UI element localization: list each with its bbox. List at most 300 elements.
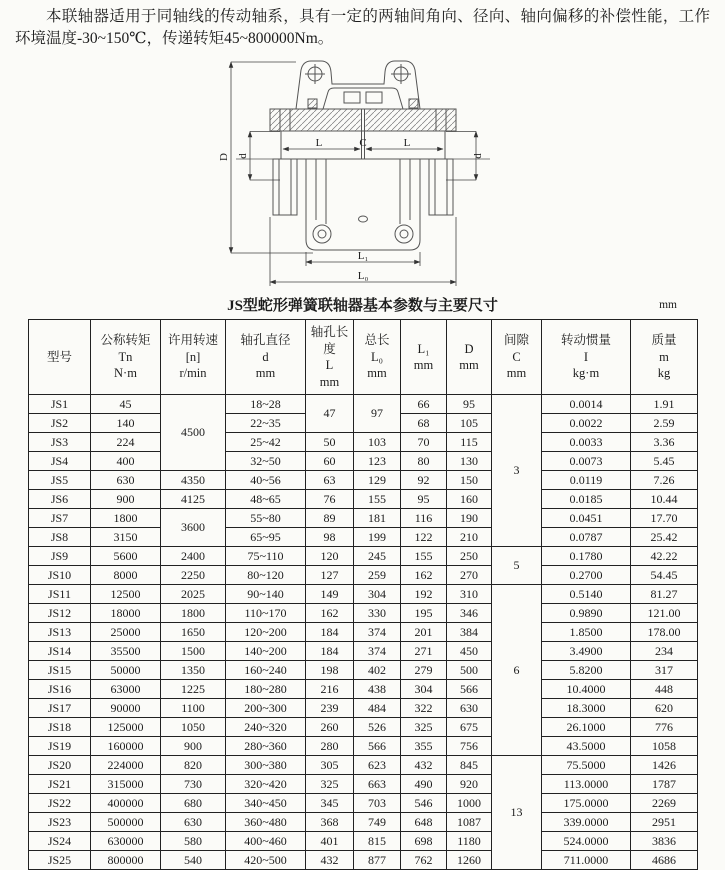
cell-bore-len: 89 bbox=[306, 509, 354, 528]
cell-l1: 116 bbox=[401, 509, 447, 528]
cell-inertia: 10.4000 bbox=[542, 680, 631, 699]
cell-total-len: 245 bbox=[354, 547, 401, 566]
cell-inertia: 0.0014 bbox=[542, 395, 631, 414]
cell-inertia: 0.0033 bbox=[542, 433, 631, 452]
cell-torque: 160000 bbox=[91, 737, 161, 756]
cell-d-out: 310 bbox=[447, 585, 492, 604]
table-row bbox=[29, 794, 698, 813]
cell-total-len: 663 bbox=[354, 775, 401, 794]
cell-model: JS24 bbox=[29, 832, 91, 851]
cell-speed: 680 bbox=[161, 794, 226, 813]
cell-bore-len: 239 bbox=[306, 699, 354, 718]
cell-gap: 5 bbox=[492, 547, 542, 585]
table-row bbox=[29, 585, 698, 604]
cell-speed: 1225 bbox=[161, 680, 226, 699]
cell-total-len: 438 bbox=[354, 680, 401, 699]
cell-mass: 1787 bbox=[631, 775, 698, 794]
cell-bore-len: 325 bbox=[306, 775, 354, 794]
cell-speed: 1500 bbox=[161, 642, 226, 661]
cell-l1: 762 bbox=[401, 851, 447, 870]
cell-bore-len: 50 bbox=[306, 433, 354, 452]
cell-mass: 121.00 bbox=[631, 604, 698, 623]
cell-inertia: 0.0022 bbox=[542, 414, 631, 433]
cell-bore-dia: 55~80 bbox=[226, 509, 306, 528]
cell-d-out: 210 bbox=[447, 528, 492, 547]
table-row bbox=[29, 661, 698, 680]
cell-total-len: 123 bbox=[354, 452, 401, 471]
cell-model: JS12 bbox=[29, 604, 91, 623]
cell-bore-len: 149 bbox=[306, 585, 354, 604]
cell-bore-len: 98 bbox=[306, 528, 354, 547]
cell-l1: 66 bbox=[401, 395, 447, 414]
cell-d-out: 1000 bbox=[447, 794, 492, 813]
cell-l1: 192 bbox=[401, 585, 447, 604]
cell-torque: 630000 bbox=[91, 832, 161, 851]
cell-speed: 730 bbox=[161, 775, 226, 794]
cell-model: JS9 bbox=[29, 547, 91, 566]
cell-l1: 432 bbox=[401, 756, 447, 775]
cell-inertia: 0.0787 bbox=[542, 528, 631, 547]
cell-model: JS21 bbox=[29, 775, 91, 794]
cell-torque: 5600 bbox=[91, 547, 161, 566]
cell-mass: 42.22 bbox=[631, 547, 698, 566]
cell-total-len: 374 bbox=[354, 623, 401, 642]
cell-d-out: 675 bbox=[447, 718, 492, 737]
table-row bbox=[29, 490, 698, 509]
cell-mass: 1.91 bbox=[631, 395, 698, 414]
cell-bore-dia: 340~450 bbox=[226, 794, 306, 813]
cell-speed: 1650 bbox=[161, 623, 226, 642]
cell-total-len: 566 bbox=[354, 737, 401, 756]
table-row bbox=[29, 509, 698, 528]
cell-l1: 648 bbox=[401, 813, 447, 832]
cell-speed: 4500 bbox=[161, 395, 226, 471]
table-row bbox=[29, 642, 698, 661]
cell-l1: 95 bbox=[401, 490, 447, 509]
cell-model: JS20 bbox=[29, 756, 91, 775]
table-row bbox=[29, 775, 698, 794]
cell-l1: 355 bbox=[401, 737, 447, 756]
cell-l1: 304 bbox=[401, 680, 447, 699]
cell-mass: 3836 bbox=[631, 832, 698, 851]
table-row bbox=[29, 471, 698, 490]
cell-bore-dia: 90~140 bbox=[226, 585, 306, 604]
cell-bore-len: 184 bbox=[306, 623, 354, 642]
cell-mass: 4686 bbox=[631, 851, 698, 870]
cell-torque: 50000 bbox=[91, 661, 161, 680]
cell-l1: 122 bbox=[401, 528, 447, 547]
table-row bbox=[29, 604, 698, 623]
cell-model: JS14 bbox=[29, 642, 91, 661]
cell-torque: 224000 bbox=[91, 756, 161, 775]
cell-speed: 580 bbox=[161, 832, 226, 851]
cell-inertia: 43.5000 bbox=[542, 737, 631, 756]
dim-label-L-right: L bbox=[403, 137, 411, 149]
cell-bore-len: 162 bbox=[306, 604, 354, 623]
cell-inertia: 5.8200 bbox=[542, 661, 631, 680]
cell-mass: 3.36 bbox=[631, 433, 698, 452]
cell-d-out: 384 bbox=[447, 623, 492, 642]
cell-inertia: 339.0000 bbox=[542, 813, 631, 832]
col-header-model: 型号 bbox=[29, 320, 91, 395]
cell-mass: 5.45 bbox=[631, 452, 698, 471]
cell-bore-len: 60 bbox=[306, 452, 354, 471]
cell-inertia: 26.1000 bbox=[542, 718, 631, 737]
cell-l1: 155 bbox=[401, 547, 447, 566]
table-row bbox=[29, 623, 698, 642]
cell-torque: 12500 bbox=[91, 585, 161, 604]
cell-total-len: 484 bbox=[354, 699, 401, 718]
cell-mass: 7.26 bbox=[631, 471, 698, 490]
cell-l1: 271 bbox=[401, 642, 447, 661]
table-row bbox=[29, 566, 698, 585]
cell-bore-len: 345 bbox=[306, 794, 354, 813]
table-row bbox=[29, 528, 698, 547]
cell-bore-dia: 18~28 bbox=[226, 395, 306, 414]
dim-label-D: D bbox=[218, 153, 230, 161]
cell-speed: 2400 bbox=[161, 547, 226, 566]
cell-mass: 2.59 bbox=[631, 414, 698, 433]
cell-model: JS16 bbox=[29, 680, 91, 699]
cell-inertia: 0.2700 bbox=[542, 566, 631, 585]
col-header-bore-len: 轴孔长度 L mm bbox=[306, 320, 354, 395]
cell-bore-dia: 360~480 bbox=[226, 813, 306, 832]
cell-torque: 35500 bbox=[91, 642, 161, 661]
cell-torque: 125000 bbox=[91, 718, 161, 737]
cell-total-len: 815 bbox=[354, 832, 401, 851]
cell-torque: 400000 bbox=[91, 794, 161, 813]
cell-model: JS8 bbox=[29, 528, 91, 547]
cell-mass: 1426 bbox=[631, 756, 698, 775]
cell-d-out: 346 bbox=[447, 604, 492, 623]
cell-total-len: 374 bbox=[354, 642, 401, 661]
col-header-speed: 许用转速 [n] r/min bbox=[161, 320, 226, 395]
cell-mass: 17.70 bbox=[631, 509, 698, 528]
cell-bore-len: 63 bbox=[306, 471, 354, 490]
col-header-mass: 质量 m kg bbox=[631, 320, 698, 395]
cell-total-len: 199 bbox=[354, 528, 401, 547]
cell-speed: 2025 bbox=[161, 585, 226, 604]
cell-speed: 900 bbox=[161, 737, 226, 756]
cell-bore-len: 127 bbox=[306, 566, 354, 585]
table-row bbox=[29, 699, 698, 718]
table-row bbox=[29, 813, 698, 832]
cell-model: JS18 bbox=[29, 718, 91, 737]
col-header-inertia: 转动惯量 I kg·m bbox=[542, 320, 631, 395]
cell-bore-dia: 300~380 bbox=[226, 756, 306, 775]
cell-total-len: 703 bbox=[354, 794, 401, 813]
dim-label-d-left: d bbox=[237, 153, 249, 159]
cell-l1: 70 bbox=[401, 433, 447, 452]
cell-total-len: 155 bbox=[354, 490, 401, 509]
cell-inertia: 3.4900 bbox=[542, 642, 631, 661]
cell-speed: 540 bbox=[161, 851, 226, 870]
cell-bore-dia: 120~200 bbox=[226, 623, 306, 642]
cell-bore-len: 76 bbox=[306, 490, 354, 509]
cell-inertia: 0.9890 bbox=[542, 604, 631, 623]
cell-d-out: 756 bbox=[447, 737, 492, 756]
cell-bore-dia: 22~35 bbox=[226, 414, 306, 433]
cell-bore-dia: 200~300 bbox=[226, 699, 306, 718]
cell-inertia: 18.3000 bbox=[542, 699, 631, 718]
cell-bore-dia: 65~95 bbox=[226, 528, 306, 547]
cell-model: JS3 bbox=[29, 433, 91, 452]
cell-total-len: 877 bbox=[354, 851, 401, 870]
cell-inertia: 0.0073 bbox=[542, 452, 631, 471]
cell-speed: 4350 bbox=[161, 471, 226, 490]
cell-bore-dia: 110~170 bbox=[226, 604, 306, 623]
cell-bore-dia: 140~200 bbox=[226, 642, 306, 661]
cell-l1: 80 bbox=[401, 452, 447, 471]
cell-torque: 224 bbox=[91, 433, 161, 452]
dim-label-d-right: d bbox=[472, 153, 484, 159]
cell-torque: 1800 bbox=[91, 509, 161, 528]
cell-mass: 776 bbox=[631, 718, 698, 737]
cell-inertia: 175.0000 bbox=[542, 794, 631, 813]
table-title-row bbox=[0, 296, 725, 316]
cell-model: JS17 bbox=[29, 699, 91, 718]
cell-d-out: 1180 bbox=[447, 832, 492, 851]
cell-d-out: 566 bbox=[447, 680, 492, 699]
table-title: JS型蛇形弹簧联轴器基本参数与主要尺寸 bbox=[227, 298, 498, 314]
table-row bbox=[29, 756, 698, 775]
cell-d-out: 450 bbox=[447, 642, 492, 661]
cell-speed: 2250 bbox=[161, 566, 226, 585]
cell-model: JS7 bbox=[29, 509, 91, 528]
cell-gap: 6 bbox=[492, 585, 542, 756]
col-header-torque: 公称转矩 Tn N·m bbox=[91, 320, 161, 395]
cell-inertia: 711.0000 bbox=[542, 851, 631, 870]
cell-model: JS6 bbox=[29, 490, 91, 509]
cell-total-len: 181 bbox=[354, 509, 401, 528]
cell-speed: 820 bbox=[161, 756, 226, 775]
cell-speed: 630 bbox=[161, 813, 226, 832]
cell-inertia: 0.0119 bbox=[542, 471, 631, 490]
cell-torque: 90000 bbox=[91, 699, 161, 718]
cell-mass: 178.00 bbox=[631, 623, 698, 642]
cell-bore-dia: 40~56 bbox=[226, 471, 306, 490]
cell-d-out: 500 bbox=[447, 661, 492, 680]
dim-label-L-left: L bbox=[315, 137, 323, 149]
cell-d-out: 920 bbox=[447, 775, 492, 794]
table-row bbox=[29, 680, 698, 699]
coupling-outline bbox=[236, 61, 490, 250]
cell-d-out: 845 bbox=[447, 756, 492, 775]
cell-model: JS11 bbox=[29, 585, 91, 604]
cell-bore-dia: 48~65 bbox=[226, 490, 306, 509]
cell-l1: 68 bbox=[401, 414, 447, 433]
cell-bore-dia: 75~110 bbox=[226, 547, 306, 566]
cell-bore-dia: 25~42 bbox=[226, 433, 306, 452]
cell-speed: 1050 bbox=[161, 718, 226, 737]
cell-bore-len: 305 bbox=[306, 756, 354, 775]
cell-bore-len: 368 bbox=[306, 813, 354, 832]
cell-total-len: 97 bbox=[354, 395, 401, 433]
cell-mass: 1058 bbox=[631, 737, 698, 756]
cell-model: JS15 bbox=[29, 661, 91, 680]
cell-speed: 1100 bbox=[161, 699, 226, 718]
table-unit-label: mm bbox=[659, 299, 677, 311]
cell-bore-dia: 32~50 bbox=[226, 452, 306, 471]
cell-total-len: 526 bbox=[354, 718, 401, 737]
cell-torque: 140 bbox=[91, 414, 161, 433]
coupling-drawing-area bbox=[0, 52, 725, 294]
col-header-total-len: 总长 L₀ mm bbox=[354, 320, 401, 395]
cell-gap: 3 bbox=[492, 395, 542, 547]
cell-torque: 8000 bbox=[91, 566, 161, 585]
cell-l1: 322 bbox=[401, 699, 447, 718]
coupling-drawing bbox=[218, 52, 508, 294]
cell-mass: 448 bbox=[631, 680, 698, 699]
cell-torque: 400 bbox=[91, 452, 161, 471]
dim-label-L0: L₀ bbox=[357, 270, 369, 282]
cell-torque: 800000 bbox=[91, 851, 161, 870]
cell-torque: 900 bbox=[91, 490, 161, 509]
cell-inertia: 75.5000 bbox=[542, 756, 631, 775]
cell-mass: 620 bbox=[631, 699, 698, 718]
cell-bore-dia: 400~460 bbox=[226, 832, 306, 851]
cell-mass: 2269 bbox=[631, 794, 698, 813]
cell-inertia: 113.0000 bbox=[542, 775, 631, 794]
cell-l1: 698 bbox=[401, 832, 447, 851]
cell-mass: 25.42 bbox=[631, 528, 698, 547]
cell-l1: 92 bbox=[401, 471, 447, 490]
spec-table bbox=[28, 319, 698, 870]
cell-inertia: 0.0185 bbox=[542, 490, 631, 509]
cell-model: JS2 bbox=[29, 414, 91, 433]
cell-bore-len: 184 bbox=[306, 642, 354, 661]
cell-torque: 630 bbox=[91, 471, 161, 490]
col-header-d-out: D mm bbox=[447, 320, 492, 395]
cell-total-len: 623 bbox=[354, 756, 401, 775]
cell-total-len: 304 bbox=[354, 585, 401, 604]
dimension-lines bbox=[231, 62, 476, 286]
cell-bore-len: 432 bbox=[306, 851, 354, 870]
cell-d-out: 630 bbox=[447, 699, 492, 718]
dim-label-L1: L₁ bbox=[357, 250, 369, 262]
cell-l1: 279 bbox=[401, 661, 447, 680]
cell-inertia: 0.0451 bbox=[542, 509, 631, 528]
cell-mass: 54.45 bbox=[631, 566, 698, 585]
table-row bbox=[29, 718, 698, 737]
cell-d-out: 95 bbox=[447, 395, 492, 414]
table-row bbox=[29, 547, 698, 566]
cell-model: JS22 bbox=[29, 794, 91, 813]
cell-speed: 3600 bbox=[161, 509, 226, 547]
cell-inertia: 524.0000 bbox=[542, 832, 631, 851]
cell-total-len: 259 bbox=[354, 566, 401, 585]
cell-bore-dia: 80~120 bbox=[226, 566, 306, 585]
cell-mass: 317 bbox=[631, 661, 698, 680]
cell-torque: 25000 bbox=[91, 623, 161, 642]
cell-d-out: 150 bbox=[447, 471, 492, 490]
col-header-bore-dia: 轴孔直径 d mm bbox=[226, 320, 306, 395]
table-row bbox=[29, 395, 698, 414]
cell-d-out: 105 bbox=[447, 414, 492, 433]
cell-d-out: 1087 bbox=[447, 813, 492, 832]
cell-bore-len: 120 bbox=[306, 547, 354, 566]
table-row bbox=[29, 851, 698, 870]
cell-bore-dia: 240~320 bbox=[226, 718, 306, 737]
cell-bore-dia: 280~360 bbox=[226, 737, 306, 756]
cell-model: JS5 bbox=[29, 471, 91, 490]
cell-inertia: 1.8500 bbox=[542, 623, 631, 642]
table-row bbox=[29, 737, 698, 756]
cell-speed: 1350 bbox=[161, 661, 226, 680]
cell-total-len: 129 bbox=[354, 471, 401, 490]
cell-mass: 10.44 bbox=[631, 490, 698, 509]
cell-bore-dia: 160~240 bbox=[226, 661, 306, 680]
cell-bore-len: 198 bbox=[306, 661, 354, 680]
cell-torque: 500000 bbox=[91, 813, 161, 832]
cell-bore-dia: 420~500 bbox=[226, 851, 306, 870]
cell-l1: 162 bbox=[401, 566, 447, 585]
cell-total-len: 402 bbox=[354, 661, 401, 680]
spec-table-body bbox=[29, 395, 698, 870]
table-row bbox=[29, 433, 698, 452]
spec-table-header-row bbox=[29, 320, 698, 395]
cell-total-len: 749 bbox=[354, 813, 401, 832]
cell-model: JS4 bbox=[29, 452, 91, 471]
cell-torque: 315000 bbox=[91, 775, 161, 794]
cell-d-out: 250 bbox=[447, 547, 492, 566]
cell-l1: 546 bbox=[401, 794, 447, 813]
cell-model: JS23 bbox=[29, 813, 91, 832]
cell-gap: 13 bbox=[492, 756, 542, 870]
intro-paragraph: 本联轴器适用于同轴线的传动轴系，具有一定的两轴间角向、径向、轴向偏移的补偿性能，工作环境温度-30~150℃，传递转矩45~800000Nm。 bbox=[15, 8, 710, 47]
cell-torque: 3150 bbox=[91, 528, 161, 547]
cell-speed: 4125 bbox=[161, 490, 226, 509]
cell-d-out: 270 bbox=[447, 566, 492, 585]
cell-total-len: 103 bbox=[354, 433, 401, 452]
cell-bore-len: 216 bbox=[306, 680, 354, 699]
table-row bbox=[29, 452, 698, 471]
cell-torque: 45 bbox=[91, 395, 161, 414]
cell-model: JS19 bbox=[29, 737, 91, 756]
cell-total-len: 330 bbox=[354, 604, 401, 623]
cell-d-out: 130 bbox=[447, 452, 492, 471]
cell-l1: 325 bbox=[401, 718, 447, 737]
col-header-gap: 间隙 C mm bbox=[492, 320, 542, 395]
cell-model: JS1 bbox=[29, 395, 91, 414]
cell-l1: 490 bbox=[401, 775, 447, 794]
cell-d-out: 115 bbox=[447, 433, 492, 452]
cell-bore-len: 280 bbox=[306, 737, 354, 756]
cell-d-out: 190 bbox=[447, 509, 492, 528]
dim-label-C: C bbox=[359, 137, 367, 149]
cell-l1: 195 bbox=[401, 604, 447, 623]
cell-d-out: 1260 bbox=[447, 851, 492, 870]
cell-inertia: 0.5140 bbox=[542, 585, 631, 604]
table-row bbox=[29, 832, 698, 851]
col-header-l1: L₁ mm bbox=[401, 320, 447, 395]
cell-bore-dia: 320~420 bbox=[226, 775, 306, 794]
cell-bore-len: 260 bbox=[306, 718, 354, 737]
cell-inertia: 0.1780 bbox=[542, 547, 631, 566]
cell-model: JS13 bbox=[29, 623, 91, 642]
cell-mass: 2951 bbox=[631, 813, 698, 832]
cell-l1: 201 bbox=[401, 623, 447, 642]
cell-model: JS25 bbox=[29, 851, 91, 870]
cell-torque: 63000 bbox=[91, 680, 161, 699]
cell-bore-len: 401 bbox=[306, 832, 354, 851]
cell-bore-len: 47 bbox=[306, 395, 354, 433]
cell-model: JS10 bbox=[29, 566, 91, 585]
cell-mass: 234 bbox=[631, 642, 698, 661]
cell-mass: 81.27 bbox=[631, 585, 698, 604]
cell-speed: 1800 bbox=[161, 604, 226, 623]
cell-d-out: 160 bbox=[447, 490, 492, 509]
